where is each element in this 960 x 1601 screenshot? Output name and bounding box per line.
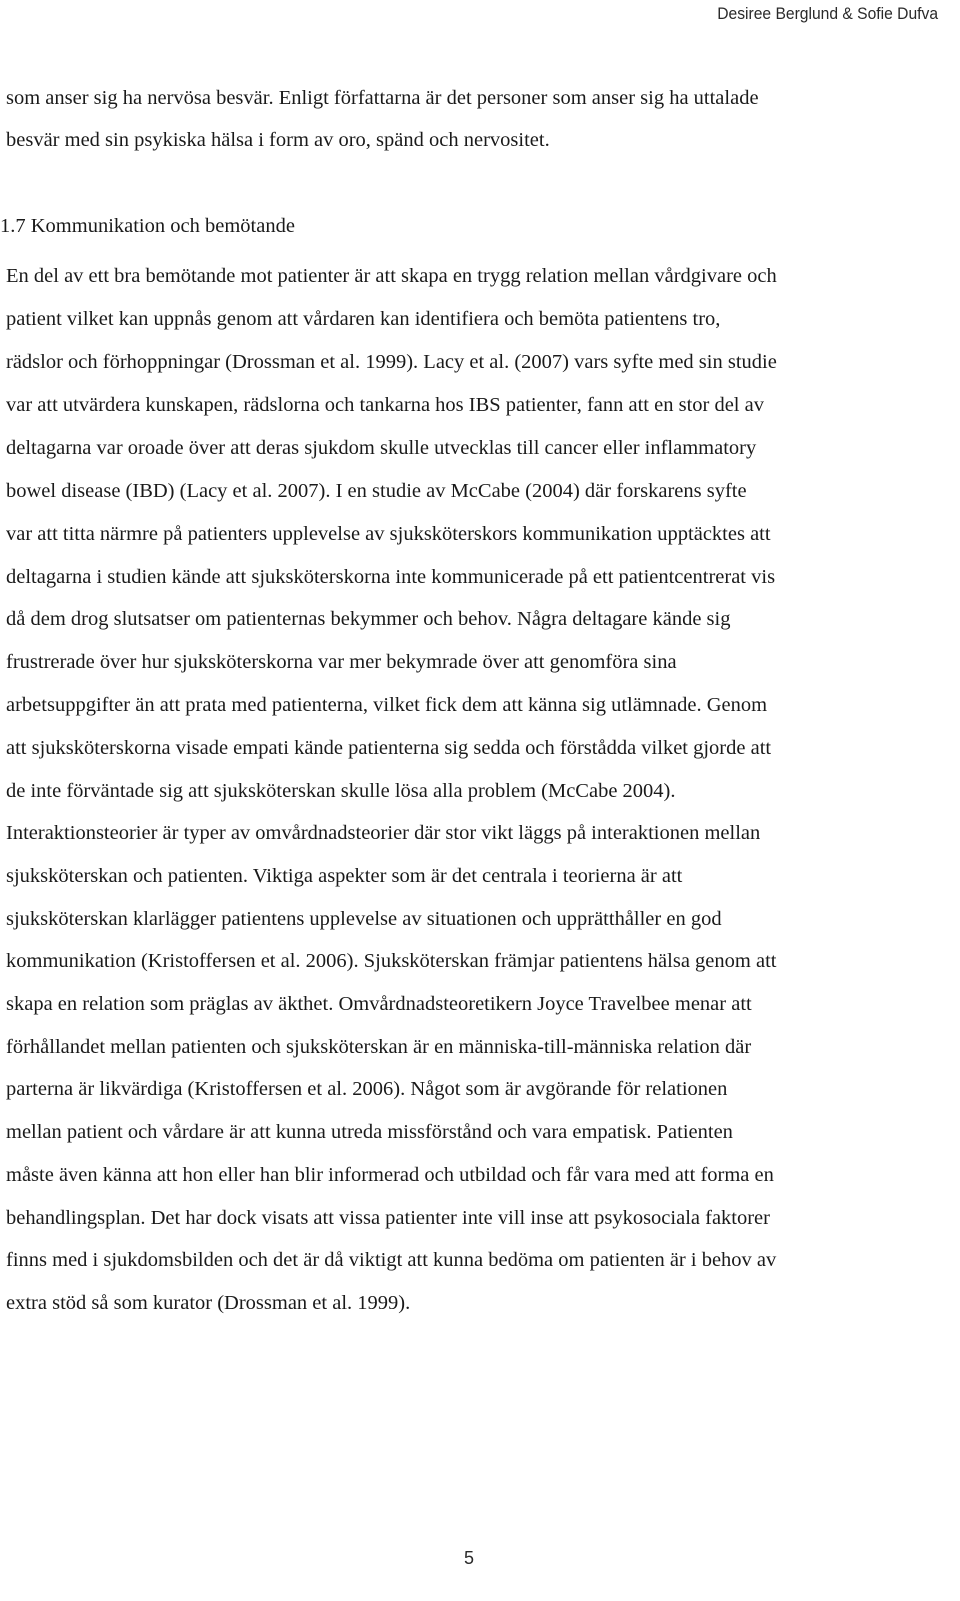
body-line: finns med i sjukdomsbilden och det är då viktigt att kunna bedöma om patienten är i behov av bbox=[6, 1249, 777, 1271]
body-line: sjuksköterskan och patienten. Viktiga aspekter som är det centrala i teorierna är att bbox=[6, 865, 683, 887]
body-line: mellan patient och vårdare är att kunna utreda missförstånd och vara empatisk. Patienten bbox=[6, 1121, 733, 1143]
body-line: deltagarna i studien kände att sjuksköterskorna inte kommunicerade på ett patientcentrerat vis bbox=[6, 566, 776, 588]
body-line: skapa en relation som präglas av äkthet. Omvårdnadsteoretikern Joyce Travelbee menar att bbox=[6, 993, 752, 1015]
body-line: kommunikation (Kristoffersen et al. 2006). Sjuksköterskan främjar patientens hälsa genom att bbox=[6, 950, 777, 972]
intro-line-2: besvär med sin psykiska hälsa i form av oro, spänd och nervositet. bbox=[6, 129, 550, 151]
body-line: då dem drog slutsatser om patienternas bekymmer och behov. Några deltagare kände sig bbox=[6, 608, 731, 630]
body-line: måste även känna att hon eller han blir informerad och utbildad och får vara med att forma en bbox=[6, 1164, 774, 1186]
body-line: parterna är likvärdiga (Kristoffersen et al. 2006). Något som är avgörande för relationen bbox=[6, 1078, 728, 1100]
body-line: bowel disease (IBD) (Lacy et al. 2007). I en studie av McCabe (2004) där forskarens syfte bbox=[6, 480, 747, 502]
body-line: var att titta närmre på patienters upplevelse av sjuksköterskors kommunikation upptäcktes att bbox=[6, 523, 771, 545]
body-line: sjuksköterskan klarlägger patientens upplevelse av situationen och upprätthåller en god bbox=[6, 908, 722, 930]
body-line: En del av ett bra bemötande mot patienter är att skapa en trygg relation mellan vårdgivare och bbox=[6, 265, 777, 287]
running-header-authors: Desiree Berglund & Sofie Dufva bbox=[717, 4, 938, 23]
body-line: behandlingsplan. Det har dock visats att vissa patienter inte vill inse att psykosociala faktorer bbox=[6, 1207, 770, 1229]
intro-line-1: som anser sig ha nervösa besvär. Enligt författarna är det personer som anser sig ha uttalade bbox=[6, 87, 759, 109]
body-line: Interaktionsteorier är typer av omvårdnadsteorier där stor vikt läggs på interaktionen mellan bbox=[6, 822, 761, 844]
body-line: var att utvärdera kunskapen, rädslorna och tankarna hos IBS patienter, fann att en stor del av bbox=[6, 394, 764, 416]
body-line: frustrerade över hur sjuksköterskorna var mer bekymrade över att genomföra sina bbox=[6, 651, 677, 673]
body-line: förhållandet mellan patienten och sjuksköterskan är en människa-till-människa relation där bbox=[6, 1036, 752, 1058]
body-line: extra stöd så som kurator (Drossman et al. 1999). bbox=[6, 1292, 411, 1314]
body-line: att sjuksköterskorna visade empati kände patienterna sig sedda och förstådda vilket gjorde att bbox=[6, 737, 772, 759]
section-heading: 1.7 Kommunikation och bemötande bbox=[0, 215, 295, 237]
page-number: 5 bbox=[464, 1548, 475, 1568]
body-line: arbetsuppgifter än att prata med patienterna, vilket fick dem att känna sig utlämnade. Genom bbox=[6, 694, 768, 716]
body-line: rädslor och förhoppningar (Drossman et al. 1999). Lacy et al. (2007) vars syfte med sin studie bbox=[6, 351, 777, 373]
body-line: patient vilket kan uppnås genom att vårdaren kan identifiera och bemöta patientens tro, bbox=[6, 308, 721, 330]
body-line: deltagarna var oroade över att deras sjukdom skulle utvecklas till cancer eller inflammatory bbox=[6, 437, 757, 459]
body-line: de inte förväntade sig att sjuksköterskan skulle lösa alla problem (McCabe 2004). bbox=[6, 780, 676, 802]
